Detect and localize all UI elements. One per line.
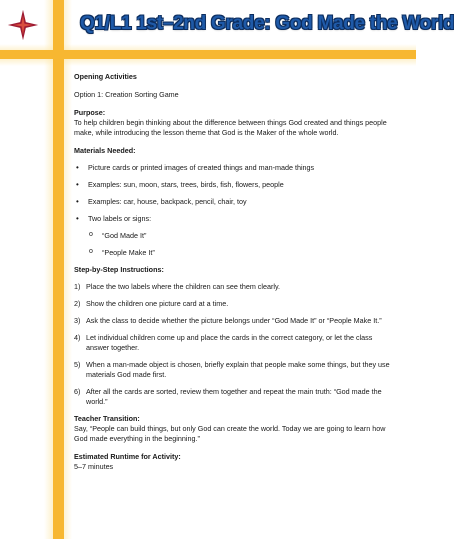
purpose-heading: Purpose: — [74, 108, 106, 117]
materials-heading: Materials Needed: — [74, 146, 136, 155]
lesson-content — [74, 72, 394, 472]
list-item: 1) Place the two labels where the children can see them clearly. — [74, 282, 281, 291]
purpose-text: To help children begin thinking about the difference between things God created and things people make, while introducing the lesson theme that God is the Maker of the whole world. — [74, 118, 387, 137]
steps-heading: Step-by-Step Instructions: — [74, 265, 164, 274]
runtime-heading: Estimated Runtime for Activity: — [74, 452, 181, 461]
list-item: o “God Made It” — [88, 231, 394, 241]
option-title: Option 1: Creation Sorting Game — [74, 90, 179, 99]
list-item: • Examples: sun, moon, stars, trees, birds, fish, flowers, people — [74, 180, 394, 190]
runtime-text: 5–7 minutes — [74, 462, 114, 471]
list-item: • Picture cards or printed images of created things and man-made things — [74, 163, 394, 173]
cross-horizontal-bar — [0, 50, 416, 59]
list-item: 3) Ask the class to decide whether the picture belongs under “God Made It” or “People Make It.” — [74, 316, 382, 325]
list-item: • Two labels or signs: — [74, 214, 394, 224]
list-item: 2) Show the children one picture card at a time. — [74, 299, 229, 308]
labels-list — [74, 231, 394, 258]
list-item: • Examples: car, house, backpack, pencil, chair, toy — [74, 197, 394, 207]
transition-heading: Teacher Transition: — [74, 414, 140, 423]
cross-logo-icon — [4, 6, 42, 44]
page-title: Q1/L1 1st–2nd Grade: God Made the World — [80, 13, 454, 34]
list-item: 6) After all the cards are sorted, review them together and repeat the main truth: “God made the world.” — [74, 387, 382, 406]
materials-list — [74, 163, 394, 224]
transition-text: Say, “People can build things, but only God can create the world. Today we are going to learn how God made everything in the beginning.” — [74, 424, 386, 443]
list-item: 5) When a man-made object is chosen, briefly explain that people make some things, but they use materials God made first. — [74, 360, 390, 379]
list-item: o “People Make It” — [88, 248, 394, 258]
list-item: 4) Let individual children come up and place the cards in the correct category, or let the class answer together. — [74, 333, 373, 352]
steps-list — [74, 282, 394, 407]
cross-vertical-bar — [53, 0, 64, 539]
section-heading: Opening Activities — [74, 72, 137, 81]
